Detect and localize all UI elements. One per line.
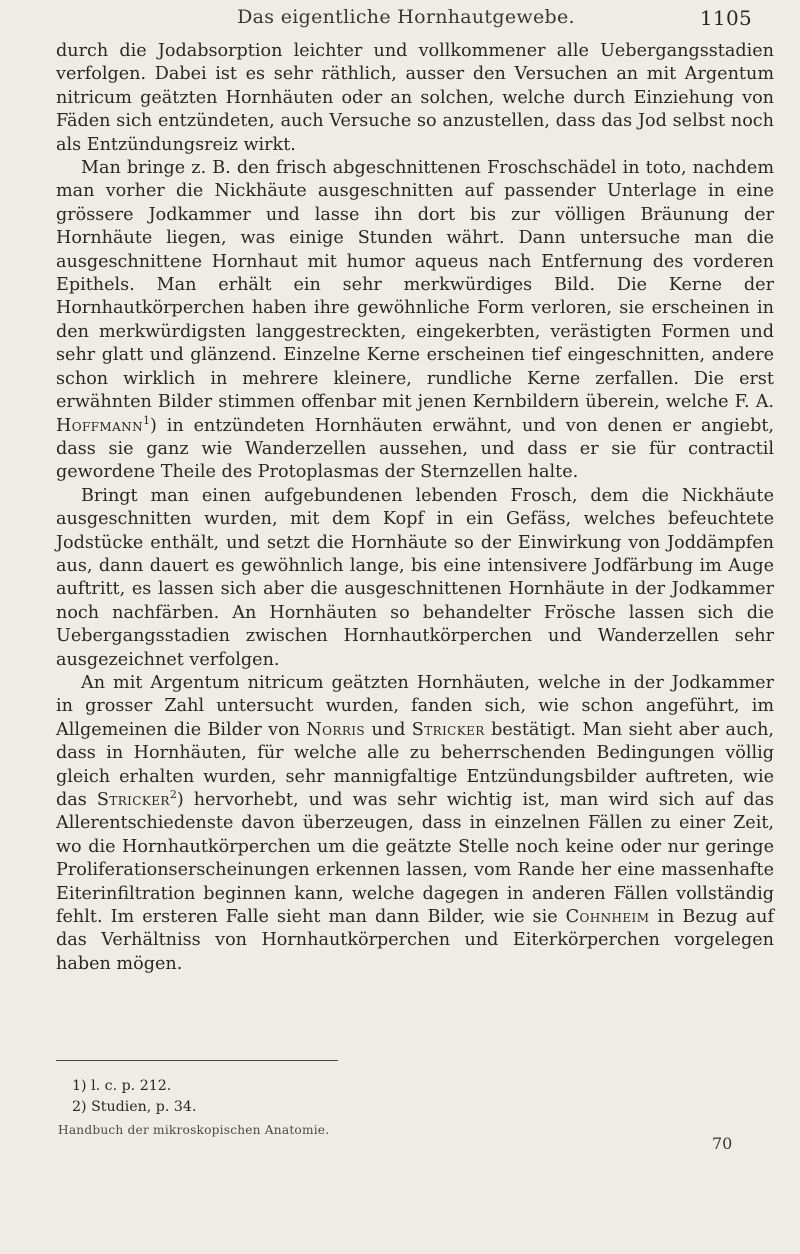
paragraph-1: durch die Jodabsorption leichter und vollkommener alle Uebergangsstadien verfolgen. Dabei ist es sehr räthlich, ausser den Versuchen an mit Argentum nitricum geätzten Hornhäuten oder an solchen, welche durch Einziehung von Fäden sich entzündeten, auch Versuche so anzustellen, dass das Jod selbst noch als Entzündungsreiz wirkt. — [56, 41, 774, 155]
footnote-ref-1: 1 — [143, 413, 150, 427]
paragraph-4-text-d: in Bezug auf das Verhältniss von Hornhautkörperchen und Eiterkörperchen vorgelegen haben mögen. — [56, 907, 774, 974]
footnotes — [72, 1076, 572, 1118]
signature-mark: 70 — [712, 1134, 733, 1153]
author-name-hoffmann: Hoffmann — [56, 415, 143, 436]
footnote-ref-2: 2 — [169, 788, 177, 802]
paragraph-4 — [56, 672, 774, 976]
paragraph-2-text-b: ) in entzündeten Hornhäuten erwähnt, und von denen er angiebt, dass sie ganz wie Wanderzellen aussehen, und dass er sie für contractil gewordene Theile des Protoplasmas der Sternzellen halte. — [56, 415, 774, 483]
page-number: 1105 — [699, 6, 752, 30]
imprint-line: Handbuch der mikroskopischen Anatomie. — [58, 1123, 330, 1137]
body-text — [56, 40, 774, 976]
paragraph-4-text-b: bestätigt. Man sieht aber auch, dass in Hornhäuten, für welche alle zu beherrschenden Bedingungen völlig gleich erhalten wurden, sehr mannigfaltige Entzündungsbilder auftreten, wie das — [56, 719, 774, 810]
paragraph-4-text-c: ) hervorhebt, und was sehr wichtig ist, man wird sich auf das Allerentschiedenste davon überzeugen, dass in einzelnen Fällen zu einer Zeit, wo die Hornhautkörperchen um die geätzte Stelle noch keine oder nur geringe Proliferationserscheinungen erkennen lassen, vom Rande her eine massenhafte Eiterinfiltration beginnen kann, welche dagegen in anderen Fällen vollständig fehlt. Im ersteren Falle sieht man dann Bilder, wie sie — [56, 790, 775, 928]
footnote-rule — [56, 1060, 338, 1061]
paragraph-4-text-a: An mit Argentum nitricum geätzten Hornhäuten, welche in der Jodkammer in grosser Zahl untersucht wurden, fanden sich, wie schon angeführt, im Allgemeinen die Bilder von — [56, 672, 774, 740]
footnote-2: 2) Studien, p. 34. — [72, 1099, 197, 1115]
running-title: Das eigentliche Hornhautgewebe. — [237, 6, 575, 28]
paragraph-2-text-a: Man bringe z. B. den frisch abgeschnittenen Froschschädel in toto, nachdem man vorher die Nickhäute ausgeschnitten auf passender Unterlage in eine grössere Jodkammer und lasse ihn dort bis zur völligen Bräunung der Hornhäute liegen, was einige Stunden währt. Dann untersuche man die ausgeschnittene Hornhaut mit humor aqueus nach Entfernung des vorderen Epithels. Man erhält ein sehr merkwürdiges Bild. Die Kerne der Hornhautkörperchen haben ihre gewöhnliche Form verloren, sie erscheinen in den merkwürdigsten langgestreckten, eingekerbten, verästigten Formen und sehr glatt und glänzend. Einzelne Kerne erscheinen tief eingeschnitten, andere schon wirklich in mehrere kleinere, rundliche Kerne zerfallen. Die erst erwähnten Bilder stimmen offenbar mit jenen Kernbildern überein, welche F. A. — [56, 158, 774, 413]
paragraph-2 — [56, 157, 774, 485]
paragraph-3: Bringt man einen aufgebundenen lebenden Frosch, dem die Nickhäute ausgeschnitten wurden, mit dem Kopf in ein Gefäss, welches befeuchtete Jodstücke enthält, und setzt die Hornhäute so der Einwirkung von Joddämpfen aus, dann dauert es gewöhnlich lange, bis eine intensivere Jodfärbung im Auge auftritt, es lassen sich aber die ausgeschnittenen Hornhäute in der Jodkammer noch nachfärben. An Hornhäuten so behandelter Frösche lassen sich die Uebergangsstadien zwischen Hornhautkörperchen und Wanderzellen sehr ausgezeichnet verfolgen. — [56, 485, 774, 670]
footnote-1: 1) l. c. p. 212. — [72, 1078, 172, 1094]
author-name-stricker: Stricker — [411, 719, 485, 740]
running-head — [60, 6, 752, 36]
author-name-norris: Norris — [306, 719, 366, 740]
author-name-stricker-2: Stricker — [96, 790, 170, 810]
author-name-cohnheim: Cohnheim — [565, 907, 650, 928]
paragraph-4-conjunction: und — [365, 719, 412, 740]
